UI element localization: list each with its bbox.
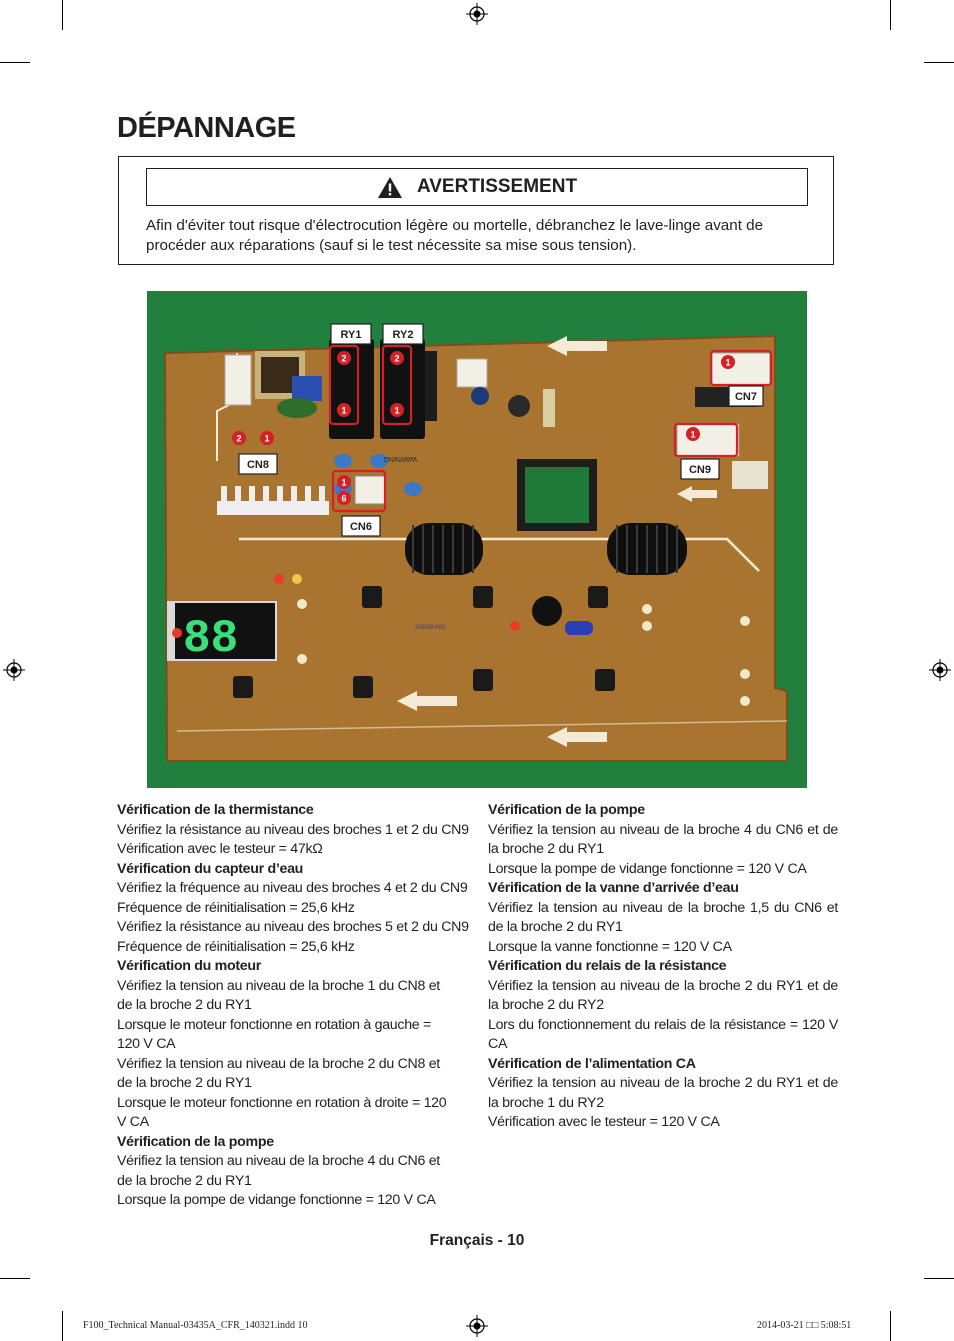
pin-label: 1 <box>341 405 347 416</box>
crop-mark <box>0 62 30 63</box>
label-cn9: CN9 <box>688 464 712 476</box>
section-heading: Vérification de la thermistance <box>117 802 314 818</box>
crop-mark <box>890 1311 891 1341</box>
pin-label: 2 <box>236 433 242 444</box>
pin-label: 1 <box>264 433 270 444</box>
section-heading: Vérification du moteur <box>117 958 261 974</box>
section-line: Fréquence de réinitialisation = 25,6 kHz <box>117 938 355 955</box>
page-title: DÉPANNAGE <box>117 112 296 144</box>
section-heading: Vérification de l’alimentation CA <box>488 1055 696 1072</box>
section-line: Vérifiez la tension au niveau de la broche 2 du RY1 et de la broche 1 du RY2 <box>488 1075 838 1111</box>
section-line: Vérifiez la résistance au niveau des broches 1 et 2 du CN9 <box>117 821 469 838</box>
crop-mark <box>0 1278 30 1279</box>
section-heading: Vérification de la vanne d’arrivée d’eau <box>488 880 739 896</box>
warning-heading-label: AVERTISSEMENT <box>416 176 578 197</box>
section-line: Lorsque le moteur fonctionne en rotation à droite = 120 V CA <box>117 1094 447 1130</box>
label-cn7: CN7 <box>734 391 758 403</box>
pin-label: 1 <box>341 477 347 488</box>
section-line: Lorsque la pompe de vidange fonctionne = 120 V CA <box>117 1192 436 1208</box>
warning-box <box>118 156 834 265</box>
label-ry2: RY2 <box>392 329 414 341</box>
section-line: Lorsque le moteur fonctionne en rotation à gauche = 120 V CA <box>117 1016 431 1052</box>
section-line: Vérifiez la tension au niveau de la broche 2 du RY1 et de la broche 2 du RY2 <box>488 977 838 1013</box>
crop-mark <box>924 1278 954 1279</box>
pin-label: 1 <box>394 405 400 416</box>
board-warning-print: WARNING <box>383 455 417 462</box>
registration-mark-icon <box>3 659 25 681</box>
section-line: Vérifiez la tension au niveau de la broche 4 du CN6 et de la broche 2 du RY1 <box>117 1153 440 1189</box>
pin-label: 2 <box>341 353 347 364</box>
section-heading: Vérification du capteur d’eau <box>117 860 304 877</box>
section-heading: Vérification du relais de la résistance <box>488 958 727 974</box>
svg-text:88: 88 <box>183 613 239 665</box>
right-column <box>488 801 838 1133</box>
section-line: Vérifiez la tension au niveau de la broche 4 du CN6 et de la broche 2 du RY1 <box>488 821 838 857</box>
section-line: Fréquence de réinitialisation = 25,6 kHz <box>117 899 355 916</box>
crop-mark <box>62 0 63 30</box>
section-line: Vérifiez la tension au niveau de la broche 2 du CN8 et de la broche 2 du RY1 <box>117 1055 440 1091</box>
pin-label: 1 <box>690 429 696 440</box>
section-line: Lors du fonctionnement du relais de la résistance = 120 V CA <box>488 1016 838 1052</box>
slug-file-info: F100_Technical Manual-03435A_CFR_140321.indd 10 <box>83 1320 308 1331</box>
section-line: Vérifiez la tension au niveau de la broche 1,5 du CN6 et de la broche 2 du RY1 <box>488 899 838 935</box>
pin-label: 6 <box>341 493 347 504</box>
slug-timestamp: 2014-03-21 □□ 5:08:51 <box>757 1320 852 1331</box>
crop-mark <box>924 62 954 63</box>
section-heading: Vérification de la pompe <box>117 1133 274 1150</box>
warning-triangle-icon <box>377 176 403 199</box>
label-cn6: CN6 <box>349 521 373 533</box>
section-line: Vérification avec le testeur = 47kΩ <box>117 841 323 857</box>
crop-mark <box>890 0 891 30</box>
page-footer: Français - 10 <box>429 1232 525 1249</box>
pin-label: 1 <box>725 357 731 368</box>
label-ry1: RY1 <box>340 329 362 341</box>
board-logo-print: SAMSUNG <box>415 625 446 631</box>
registration-mark-icon <box>466 1315 488 1337</box>
registration-mark-icon <box>466 3 488 25</box>
section-heading: Vérification de la pompe <box>488 802 645 818</box>
section-line: Vérification avec le testeur = 120 V CA <box>488 1114 720 1130</box>
pin-label: 2 <box>394 353 400 364</box>
label-cn8: CN8 <box>246 459 270 471</box>
warning-heading <box>146 168 808 206</box>
section-line: Vérifiez la tension au niveau de la broche 1 du CN8 et de la broche 2 du RY1 <box>117 977 440 1013</box>
section-line: Vérifiez la résistance au niveau des broches 5 et 2 du CN9 <box>117 919 469 935</box>
left-column <box>117 801 469 1211</box>
registration-mark-icon <box>929 659 951 681</box>
warning-text: Afin d'éviter tout risque d'électrocution légère ou mortelle, débranchez le lave-linge avant de procéder aux réparations (sauf si le test nécessite sa mise sous tension). <box>146 217 764 254</box>
pcb-photo <box>147 291 807 788</box>
section-line: Lorsque la vanne fonctionne = 120 V CA <box>488 938 732 955</box>
crop-mark <box>62 1311 63 1341</box>
section-line: Lorsque la pompe de vidange fonctionne = 120 V CA <box>488 860 807 877</box>
section-line: Vérifiez la fréquence au niveau des broches 4 et 2 du CN9 <box>117 880 468 896</box>
